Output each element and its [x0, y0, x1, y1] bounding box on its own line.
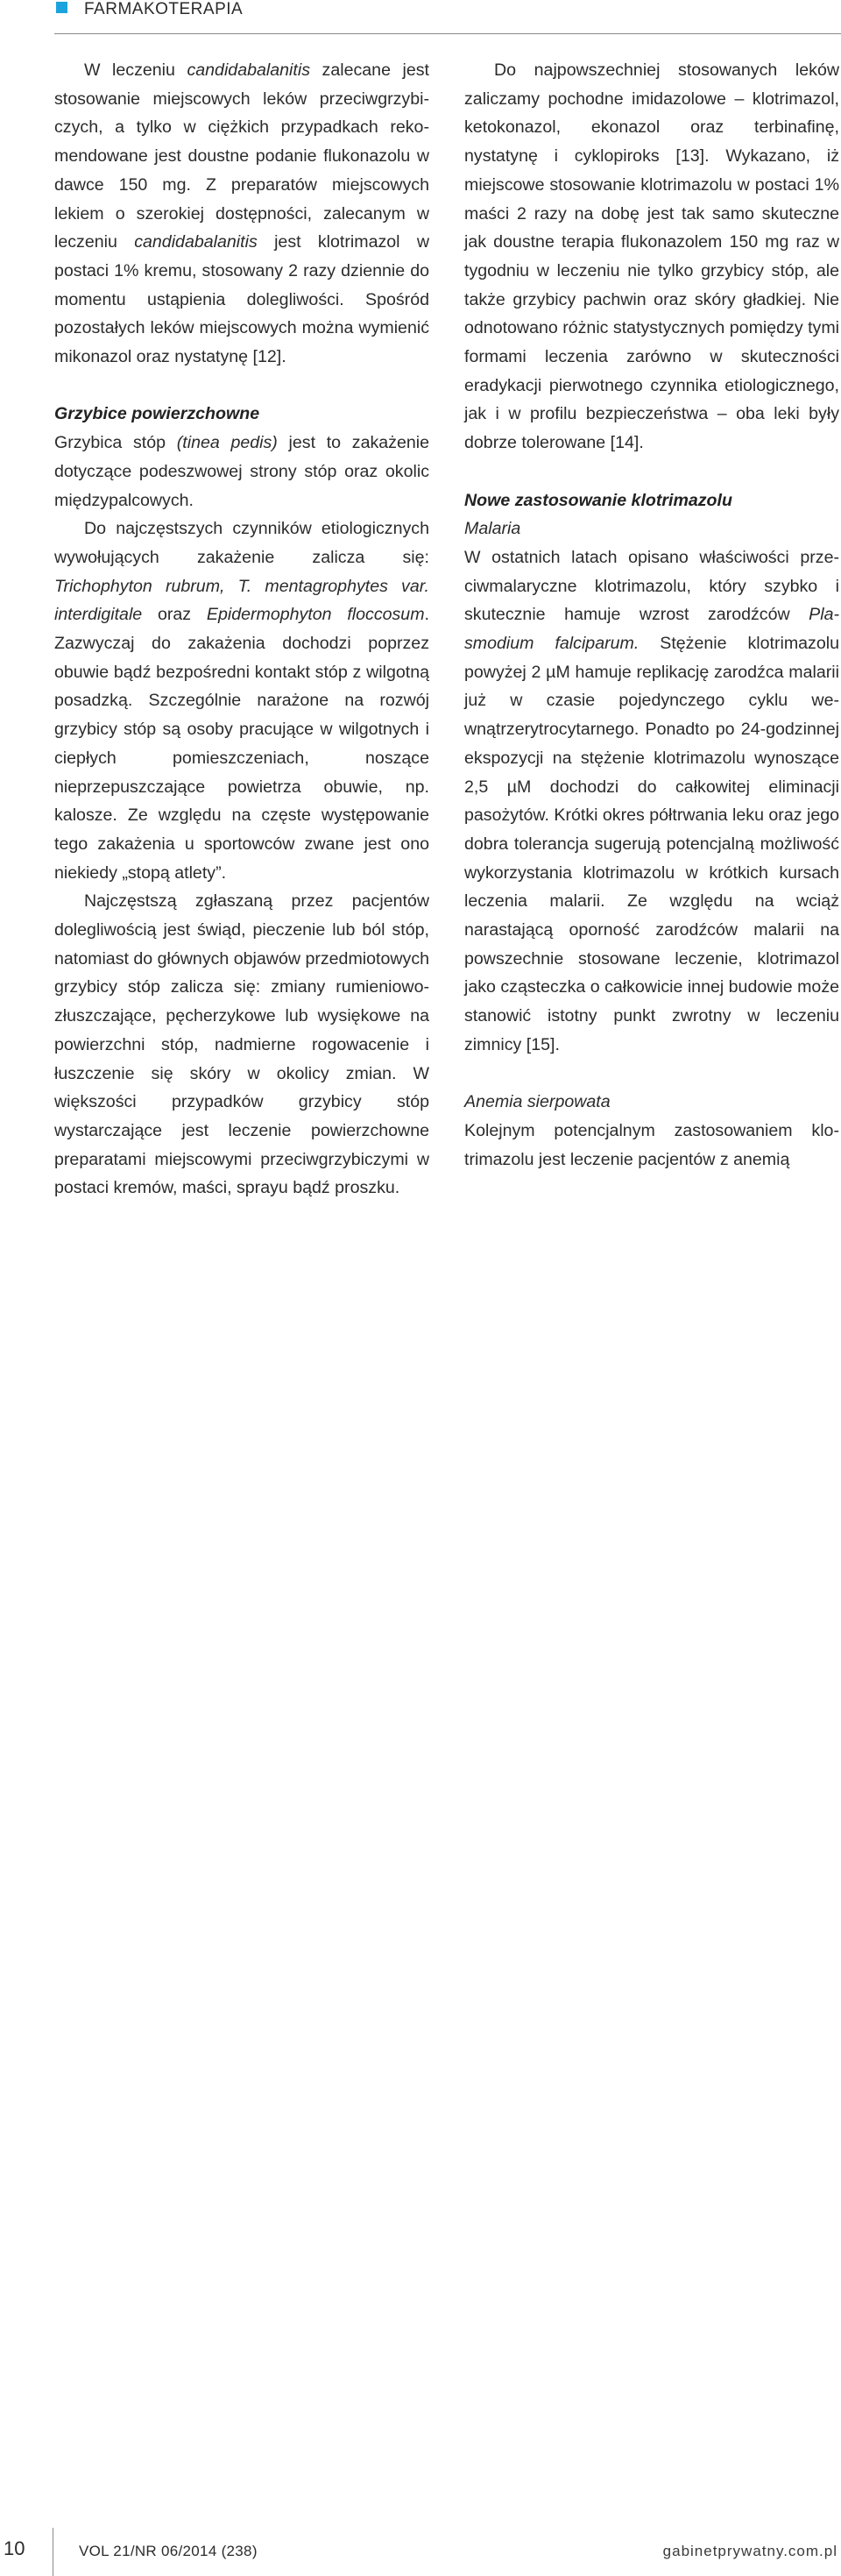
text-run: Kolejnym potencjalnym zastosowaniem klotrimazolu jest leczenie pacjentów z anemią: [464, 1120, 839, 1169]
right-paragraph-3: [464, 1117, 839, 1174]
text-run: zalecane jest stosowanie miejscowych leków przeciwgrzybiczych, a tylko w ciężkich przypadkach rekomendowane jest doustne podanie flukonazolu w dawce 150 mg. Z preparatów miejscowych lekiem o szerokiej dostępności, zalecanym w leczeniu: [54, 60, 429, 252]
text-run: W ostatnich latach opisano właściwości przeciwmalaryczne klotrimazolu, który szybko i skutecznie hamuje wzrost zarodźców: [464, 547, 839, 625]
italic-text: Plasmodium falciparum.: [464, 605, 839, 654]
italic-text: (tinea pedis): [176, 433, 278, 453]
italic-text: candidabalanitis: [134, 232, 258, 252]
paragraph-gap: [54, 372, 429, 401]
subheading-anemia: Anemia sierpowata: [464, 1092, 611, 1112]
italic-text: Trichophyton rubrum, T. mentagrophytes var. interdigitale: [54, 576, 429, 625]
text-run: W leczeniu: [84, 60, 187, 80]
left-paragraph-1: [54, 56, 429, 372]
header-divider: [54, 33, 841, 34]
left-paragraph-2: [54, 429, 429, 514]
text-run: . Zazwyczaj do zakażenia dochodzi poprzez obuwie bądź bezpośredni kontakt stóp z wilgotną posadzką. Szczególnie narażone na rozwój grzybicy stóp są osoby pracujące w wilgotnych i ciepłych pomieszczeniach, noszące nieprzepuszczające powietrza obuwie, np. kalosze. Ze względu na częste występowanie tego zakażenia u sportowców zwane jest ono niekiedy „stopą atlety”.: [54, 605, 429, 883]
journal-volume: VOL 21/NR 06/2014 (238): [79, 2543, 258, 2559]
text-run: oraz: [142, 605, 207, 625]
text-run: Najczęstszą zgłaszaną przez pacjentów dolegliwością jest świąd, pieczenie lub ból stóp, natomiast do głównych objawów przedmiotowych grzybicy stóp zalicza się: zmiany rumieniowo-złuszczające, pęcherzykowe lub wysiękowe na powierzchni stóp, nadmierne rogowacenie i łuszczenie się skóry w okolicy zmian. W większości przypadków grzybicy stóp wystarczające jest leczenie powierzchowne preparatami miejscowymi przeciwgrzybiczymi w postaci kremów, maści, sprayu bądź proszku.: [54, 891, 430, 1198]
section-marker-square: [56, 2, 67, 13]
section-heading-grzybice: Grzybice powierzchowne: [54, 404, 260, 424]
page-footer: [0, 1262, 841, 2559]
text-run: jest klotrimazol w postaci 1% kremu, stosowany 2 razy dziennie do momentu ustąpienia dolegliwości. Spośród pozostałych leków miejscowych można wymienić mikonazol oraz nystatynę [12].: [54, 232, 429, 367]
page-header: [0, 0, 841, 35]
paragraph-gap: [464, 458, 839, 486]
italic-text: Epidermophyton floccosum: [206, 605, 425, 625]
text-run: Do najczęstszych czynników etiologicznych wywołujących zakażenie zalicza się:: [54, 519, 429, 567]
subheading-malaria: Malaria: [464, 519, 521, 539]
italic-text: candidabalanitis: [187, 60, 310, 80]
left-paragraph-3: [54, 514, 429, 887]
paragraph-gap: [464, 1060, 839, 1089]
text-run: Stężenie klotrimazolu powyżej 2 µM hamuje replikację zarodźca malarii już w czasie pojedynczego cyklu wewnątrzerytrocytarnego. Ponadto po 24-godzinnej ekspozycji na stężenie klotrimazolu wynoszące 2,5 µM dochodzi do całkowitej eliminacji pasożytów. Krótki okres półtrwania leku oraz jego dobra tolerancja sugerują potencjalną możliwość wykorzystania klotrimazolu w krótkich kursach leczenia malarii. Ze względu na wciąż narastającą oporność zarodźców malarii na powszechnie stosowane leczenie, klotrimazol jako cząsteczka o całkowicie innej budowie może stanowić istotny punkt zwrotny w leczeniu zimnicy [15].: [464, 634, 840, 1054]
left-paragraph-4: [54, 887, 429, 1203]
page-number: 10: [4, 2537, 25, 2559]
text-run: Do najpowszechniej stosowanych leków zaliczamy pochodne imidazolowe – klotrimazol, ketokonazol, ekonazol oraz terbinafinę, nystatynę i cyklopiroks [13]. Wykazano, iż miejscowe stosowanie klotrimazolu w postaci 1% maści 2 razy na dobę jest tak samo skuteczne jak doustne terapia flukonazolem 150 mg raz w tygodniu w leczeniu nie tylko grzybicy stóp, ale także grzybicy pachwin oraz skóry gładkiej. Nie odnotowano różnic statystycznych pomiędzy tymi formami leczenia zarówno w skuteczności eradykacji pierwotnego czynnika etiologicznego, jak i w profilu bezpieczeństwa – oba leki były dobrze tolerowane [14].: [464, 60, 839, 453]
section-heading-nowe-zastosowanie: Nowe zastosowanie klotrimazolu: [464, 490, 732, 510]
right-paragraph-2: [464, 543, 839, 1060]
left-column: [54, 56, 429, 1203]
text-run: Grzybica stóp: [54, 433, 177, 453]
right-paragraph-1: [464, 56, 839, 458]
website-link[interactable]: gabinetprywatny.com.pl: [662, 2543, 837, 2559]
right-column: [464, 56, 839, 1174]
section-title: FARMAKOTERAPIA: [84, 0, 244, 18]
text-run: jest to zakażenie dotyczące podeszwowej strony stóp oraz okolic międzypalcowych.: [54, 433, 430, 510]
